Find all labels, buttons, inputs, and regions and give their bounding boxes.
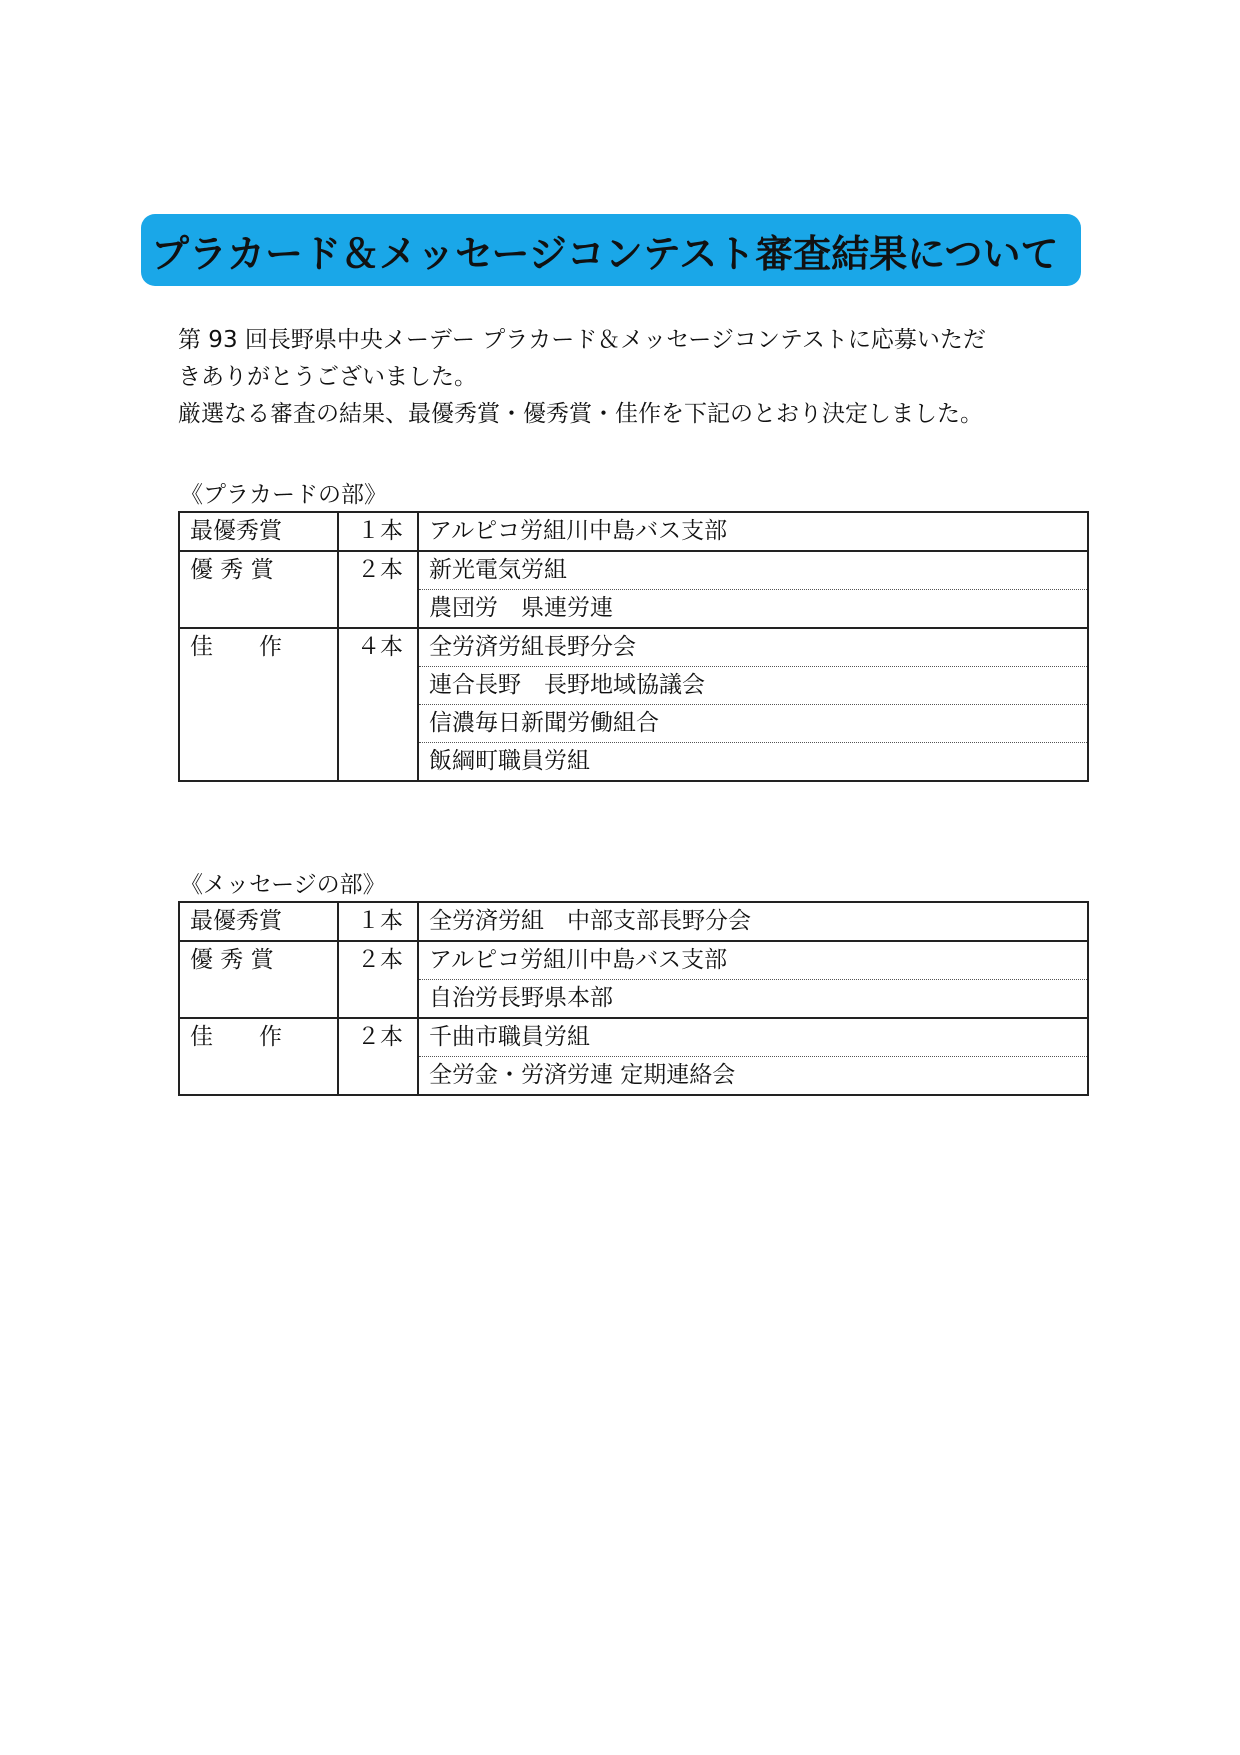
intro-line: きありがとうございました。 (178, 364, 477, 390)
award-name: 優 秀 賞 (179, 941, 338, 1018)
table-row (179, 1018, 1088, 1057)
intro-line: 第 93 回長野県中央メーデー プラカード＆メッセージコンテストに応募いただ (178, 327, 986, 353)
winner-name: アルピコ労組川中島バス支部 (418, 512, 1088, 551)
winner-name: アルピコ労組川中島バス支部 (418, 941, 1088, 980)
table-row (179, 512, 1088, 551)
table-row (179, 551, 1088, 590)
award-count: １本 (338, 902, 418, 941)
winner-name: 全労済労組 中部支部長野分会 (418, 902, 1088, 941)
winner-name: 飯綱町職員労組 (418, 743, 1088, 782)
award-count: ２本 (338, 551, 418, 628)
award-name: 佳 作 (179, 628, 338, 781)
award-count: １本 (338, 512, 418, 551)
winner-name: 全労済労組長野分会 (418, 628, 1088, 667)
winner-name: 新光電気労組 (418, 551, 1088, 590)
intro-line: 厳選なる審査の結果、最優秀賞・優秀賞・佳作を下記のとおり決定しました。 (178, 401, 983, 427)
award-count: ４本 (338, 628, 418, 781)
award-name: 最優秀賞 (179, 902, 338, 941)
message-results-table (178, 901, 1089, 1096)
winner-name: 農団労 県連労連 (418, 590, 1088, 629)
award-count: ２本 (338, 941, 418, 1018)
winner-name: 連合長野 長野地域協議会 (418, 667, 1088, 705)
award-count: ２本 (338, 1018, 418, 1095)
page-title: プラカード＆メッセージコンテスト審査結果について (151, 231, 1059, 276)
table-row (179, 902, 1088, 941)
message-section-heading: 《メッセージの部》 (180, 872, 386, 898)
winner-name: 自治労長野県本部 (418, 980, 1088, 1019)
title-banner (141, 214, 1081, 286)
winner-name: 千曲市職員労組 (418, 1018, 1088, 1057)
winner-name: 信濃毎日新聞労働組合 (418, 705, 1088, 743)
placard-results-table (178, 511, 1089, 782)
placard-section-heading: 《プラカードの部》 (180, 482, 387, 508)
award-name: 最優秀賞 (179, 512, 338, 551)
award-name: 佳 作 (179, 1018, 338, 1095)
table-row (179, 628, 1088, 667)
intro-paragraph (178, 322, 1078, 433)
table-row (179, 941, 1088, 980)
award-name: 優 秀 賞 (179, 551, 338, 628)
winner-name: 全労金・労済労連 定期連絡会 (418, 1057, 1088, 1096)
